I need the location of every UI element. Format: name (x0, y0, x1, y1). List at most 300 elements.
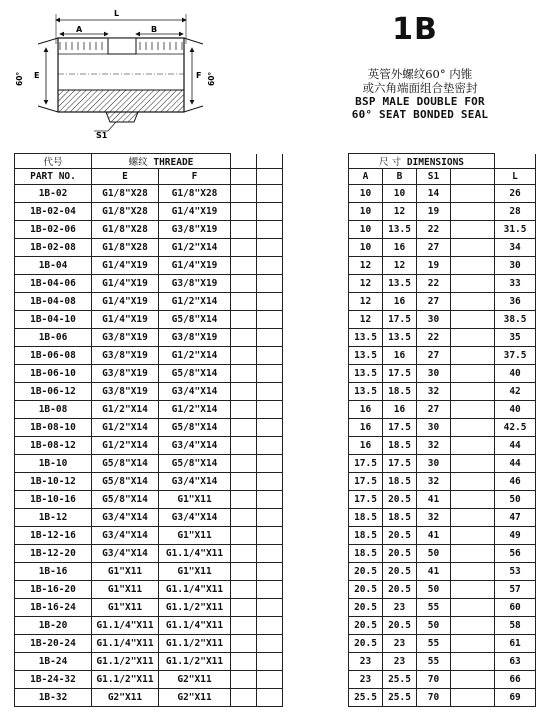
cell-dim-a: 10 (349, 185, 383, 203)
description-cn-line-2: 或六角端面组合垫密封 (362, 81, 478, 95)
cell-dim-s1: 27 (417, 293, 451, 311)
cell-dim-b: 17.5 (383, 419, 417, 437)
table-row (15, 473, 536, 491)
spec-table-body (15, 185, 536, 707)
cell-dim-b: 17.5 (383, 365, 417, 383)
cell-thread-e: G1/8"X28 (92, 221, 159, 239)
cell-dim-l: 37.5 (495, 347, 536, 365)
cell-dim-l: 44 (495, 437, 536, 455)
cell-empty (451, 491, 495, 509)
cell-empty (257, 455, 283, 473)
table-row (15, 401, 536, 419)
cell-thread-e: G1/4"X19 (92, 275, 159, 293)
cell-empty (257, 365, 283, 383)
cell-dim-l: 40 (495, 401, 536, 419)
cell-thread-e: G5/8"X14 (92, 491, 159, 509)
cell-dim-s1: 27 (417, 239, 451, 257)
table-row (15, 599, 536, 617)
cell-empty (257, 383, 283, 401)
cell-empty (231, 293, 257, 311)
cell-part-no: 1B-02-08 (15, 239, 92, 257)
cell-empty (451, 581, 495, 599)
cell-empty (451, 671, 495, 689)
cell-thread-e: G1/2"X14 (92, 437, 159, 455)
cell-dim-s1: 32 (417, 383, 451, 401)
cell-gap (283, 599, 349, 617)
cell-dim-l: 28 (495, 203, 536, 221)
cell-dim-s1: 41 (417, 563, 451, 581)
cell-dim-a: 12 (349, 257, 383, 275)
cell-dim-l: 60 (495, 599, 536, 617)
dim-label-s1: S1 (96, 131, 108, 140)
cell-empty (231, 347, 257, 365)
cell-empty (451, 203, 495, 221)
cell-empty (451, 347, 495, 365)
cell-dim-b: 16 (383, 401, 417, 419)
cell-dim-l: 35 (495, 329, 536, 347)
cell-dim-b: 23 (383, 653, 417, 671)
cell-dim-l: 66 (495, 671, 536, 689)
cell-dim-a: 13.5 (349, 347, 383, 365)
cell-empty (257, 671, 283, 689)
cell-empty (451, 293, 495, 311)
cell-dim-a: 20.5 (349, 599, 383, 617)
cell-dim-s1: 70 (417, 671, 451, 689)
cell-empty (451, 185, 495, 203)
cell-dim-l: 57 (495, 581, 536, 599)
cell-empty (257, 545, 283, 563)
cell-dim-s1: 27 (417, 347, 451, 365)
cell-dim-l: 36 (495, 293, 536, 311)
cell-part-no: 1B-12 (15, 509, 92, 527)
header-col-a: A (349, 169, 383, 185)
cell-dim-b: 20.5 (383, 617, 417, 635)
cell-thread-f: G2"X11 (159, 689, 231, 707)
cell-empty (257, 257, 283, 275)
cell-empty (257, 275, 283, 293)
header-col-b: B (383, 169, 417, 185)
header-col-s1: S1 (417, 169, 451, 185)
cell-part-no: 1B-12-16 (15, 527, 92, 545)
cell-empty (257, 653, 283, 671)
cell-dim-a: 12 (349, 311, 383, 329)
cell-part-no: 1B-08-12 (15, 437, 92, 455)
cell-empty (257, 635, 283, 653)
cell-dim-l: 49 (495, 527, 536, 545)
cell-dim-b: 23 (383, 635, 417, 653)
cell-gap (283, 257, 349, 275)
cell-thread-e: G1"X11 (92, 581, 159, 599)
cell-dim-s1: 32 (417, 473, 451, 491)
cell-dim-s1: 41 (417, 491, 451, 509)
cell-thread-e: G3/4"X14 (92, 509, 159, 527)
spec-table (14, 153, 536, 707)
cell-gap (283, 275, 349, 293)
cell-empty (231, 365, 257, 383)
cell-empty (451, 401, 495, 419)
cell-empty (231, 617, 257, 635)
cell-empty (257, 473, 283, 491)
cell-dim-s1: 22 (417, 329, 451, 347)
cell-dim-s1: 14 (417, 185, 451, 203)
table-row (15, 185, 536, 203)
cell-empty (257, 689, 283, 707)
cell-empty (231, 455, 257, 473)
cell-empty (451, 509, 495, 527)
cell-thread-e: G1/2"X14 (92, 419, 159, 437)
cell-empty (257, 437, 283, 455)
cell-dim-s1: 19 (417, 203, 451, 221)
cell-thread-e: G1/8"X28 (92, 185, 159, 203)
cell-dim-s1: 32 (417, 437, 451, 455)
cell-part-no: 1B-04 (15, 257, 92, 275)
cell-thread-f: G1/4"X19 (159, 203, 231, 221)
cell-dim-s1: 19 (417, 257, 451, 275)
cell-thread-e: G1/4"X19 (92, 257, 159, 275)
table-row (15, 545, 536, 563)
cell-dim-l: 47 (495, 509, 536, 527)
cell-dim-s1: 50 (417, 617, 451, 635)
table-row (15, 383, 536, 401)
cell-part-no: 1B-16 (15, 563, 92, 581)
cell-dim-b: 20.5 (383, 527, 417, 545)
cell-part-no: 1B-10-16 (15, 491, 92, 509)
cell-empty (257, 617, 283, 635)
cell-empty (257, 401, 283, 419)
cell-dim-b: 20.5 (383, 581, 417, 599)
cell-gap (283, 527, 349, 545)
cell-empty (451, 437, 495, 455)
table-row (15, 347, 536, 365)
cell-empty (451, 329, 495, 347)
table-row (15, 257, 536, 275)
header-row-primary (15, 154, 536, 169)
cell-thread-f: G1.1/4"X11 (159, 617, 231, 635)
cell-dim-s1: 55 (417, 653, 451, 671)
table-row (15, 617, 536, 635)
cell-part-no: 1B-04-06 (15, 275, 92, 293)
cell-gap (283, 545, 349, 563)
cell-part-no: 1B-16-24 (15, 599, 92, 617)
cell-dim-l: 40 (495, 365, 536, 383)
cell-gap (283, 671, 349, 689)
cell-empty (257, 329, 283, 347)
model-code: 1B (392, 12, 438, 47)
cell-dim-a: 13.5 (349, 365, 383, 383)
cell-gap (283, 635, 349, 653)
cell-gap (283, 311, 349, 329)
cell-dim-l: 33 (495, 275, 536, 293)
cell-dim-b: 20.5 (383, 545, 417, 563)
table-row (15, 437, 536, 455)
cell-empty (231, 653, 257, 671)
cell-empty (451, 599, 495, 617)
fitting-drawing (8, 4, 223, 140)
cell-gap (283, 455, 349, 473)
cell-dim-s1: 22 (417, 221, 451, 239)
cell-dim-a: 10 (349, 221, 383, 239)
cell-gap (283, 221, 349, 239)
table-row (15, 455, 536, 473)
cell-empty (231, 329, 257, 347)
cell-empty (231, 239, 257, 257)
cell-dim-l: 69 (495, 689, 536, 707)
dim-label-b: B (151, 25, 158, 34)
table-row (15, 653, 536, 671)
cell-empty (231, 545, 257, 563)
cell-part-no: 1B-06-08 (15, 347, 92, 365)
cell-dim-s1: 41 (417, 527, 451, 545)
cell-thread-f: G3/4"X14 (159, 473, 231, 491)
cell-empty (257, 239, 283, 257)
cell-dim-s1: 70 (417, 689, 451, 707)
cell-thread-f: G3/8"X19 (159, 221, 231, 239)
cell-dim-l: 34 (495, 239, 536, 257)
cell-gap (283, 581, 349, 599)
cell-gap (283, 239, 349, 257)
table-row (15, 275, 536, 293)
cell-empty (231, 203, 257, 221)
cell-empty (231, 383, 257, 401)
cell-part-no: 1B-04-08 (15, 293, 92, 311)
cell-dim-a: 17.5 (349, 473, 383, 491)
cell-empty (231, 401, 257, 419)
cell-thread-e: G1"X11 (92, 563, 159, 581)
cell-thread-e: G3/8"X19 (92, 365, 159, 383)
cell-thread-f: G1"X11 (159, 563, 231, 581)
cell-dim-s1: 50 (417, 545, 451, 563)
cell-empty (451, 239, 495, 257)
cell-gap (283, 563, 349, 581)
cell-empty (451, 617, 495, 635)
cell-dim-a: 16 (349, 437, 383, 455)
cell-dim-a: 20.5 (349, 563, 383, 581)
cell-dim-l: 46 (495, 473, 536, 491)
cell-dim-l: 56 (495, 545, 536, 563)
table-row (15, 293, 536, 311)
cell-gap (283, 203, 349, 221)
cell-thread-e: G1/8"X28 (92, 203, 159, 221)
cell-empty (231, 599, 257, 617)
table-row (15, 203, 536, 221)
cell-dim-a: 23 (349, 671, 383, 689)
cell-dim-b: 18.5 (383, 383, 417, 401)
description-en-line-1: BSP MALE DOUBLE FOR (355, 95, 485, 108)
cell-gap (283, 437, 349, 455)
cell-thread-f: G5/8"X14 (159, 455, 231, 473)
cell-empty (257, 347, 283, 365)
cell-part-no: 1B-02-06 (15, 221, 92, 239)
cell-dim-a: 13.5 (349, 383, 383, 401)
cell-dim-l: 42 (495, 383, 536, 401)
cell-thread-f: G5/8"X14 (159, 365, 231, 383)
cell-dim-s1: 30 (417, 455, 451, 473)
cell-empty (257, 293, 283, 311)
cell-gap (283, 329, 349, 347)
cell-dim-b: 16 (383, 239, 417, 257)
cell-dim-b: 13.5 (383, 275, 417, 293)
cell-empty (231, 257, 257, 275)
cell-gap (283, 419, 349, 437)
cell-part-no: 1B-06-10 (15, 365, 92, 383)
title-block (300, 8, 540, 121)
cell-empty (231, 221, 257, 239)
dim-label-f: F (196, 71, 202, 80)
cell-empty (451, 689, 495, 707)
cell-empty (231, 185, 257, 203)
cell-gap (283, 401, 349, 419)
cell-dim-l: 63 (495, 653, 536, 671)
cell-empty (451, 527, 495, 545)
cell-empty (231, 671, 257, 689)
cell-thread-f: G1/2"X14 (159, 239, 231, 257)
cell-dim-s1: 22 (417, 275, 451, 293)
cell-empty (257, 491, 283, 509)
cell-gap (283, 689, 349, 707)
cell-gap (283, 185, 349, 203)
cell-part-no: 1B-12-20 (15, 545, 92, 563)
cell-dim-a: 10 (349, 203, 383, 221)
cell-dim-l: 44 (495, 455, 536, 473)
cell-dim-a: 20.5 (349, 617, 383, 635)
cell-dim-b: 12 (383, 203, 417, 221)
cell-thread-f: G5/8"X14 (159, 419, 231, 437)
cell-dim-l: 53 (495, 563, 536, 581)
cell-dim-b: 20.5 (383, 491, 417, 509)
dim-label-angle-right: 60° (207, 71, 216, 86)
cell-dim-b: 18.5 (383, 437, 417, 455)
cell-dim-a: 16 (349, 401, 383, 419)
cell-thread-f: G1.1/2"X11 (159, 599, 231, 617)
header-col-f: F (159, 169, 231, 185)
header-col-e: E (92, 169, 159, 185)
cell-dim-b: 17.5 (383, 455, 417, 473)
description-en-line-2: 60° SEAT BONDED SEAL (351, 108, 489, 121)
header-part-no-cn: 代号 (15, 154, 92, 169)
cell-empty (257, 185, 283, 203)
cell-dim-a: 10 (349, 239, 383, 257)
table-row (15, 635, 536, 653)
table-row (15, 671, 536, 689)
cell-dim-a: 16 (349, 419, 383, 437)
cell-gap (283, 617, 349, 635)
cell-empty (451, 473, 495, 491)
cell-dim-b: 18.5 (383, 473, 417, 491)
cell-dim-s1: 30 (417, 311, 451, 329)
cell-thread-e: G1.1/4"X11 (92, 617, 159, 635)
table-row (15, 311, 536, 329)
cell-part-no: 1B-02-04 (15, 203, 92, 221)
cell-thread-e: G5/8"X14 (92, 473, 159, 491)
cell-thread-e: G1.1/2"X11 (92, 653, 159, 671)
cell-empty (257, 581, 283, 599)
cell-empty (451, 275, 495, 293)
cell-dim-a: 12 (349, 275, 383, 293)
cell-dim-l: 42.5 (495, 419, 536, 437)
table-row (15, 329, 536, 347)
cell-part-no: 1B-08 (15, 401, 92, 419)
cell-thread-e: G3/4"X14 (92, 545, 159, 563)
cell-dim-a: 13.5 (349, 329, 383, 347)
cell-dim-l: 31.5 (495, 221, 536, 239)
cell-thread-e: G1"X11 (92, 599, 159, 617)
cell-dim-s1: 50 (417, 581, 451, 599)
cell-empty (451, 563, 495, 581)
cell-part-no: 1B-24 (15, 653, 92, 671)
dim-label-e: E (34, 71, 40, 80)
cell-gap (283, 293, 349, 311)
cell-dim-l: 61 (495, 635, 536, 653)
cell-dim-a: 17.5 (349, 491, 383, 509)
cell-dim-b: 16 (383, 347, 417, 365)
cell-dim-a: 17.5 (349, 455, 383, 473)
cell-thread-f: G1"X11 (159, 527, 231, 545)
cell-part-no: 1B-02 (15, 185, 92, 203)
cell-thread-e: G1.1/2"X11 (92, 671, 159, 689)
cell-empty (257, 599, 283, 617)
cell-thread-f: G2"X11 (159, 671, 231, 689)
cell-empty (257, 311, 283, 329)
cell-gap (283, 365, 349, 383)
table-row (15, 581, 536, 599)
cell-thread-f: G1/2"X14 (159, 293, 231, 311)
cell-dim-b: 25.5 (383, 671, 417, 689)
cell-empty (231, 437, 257, 455)
cell-thread-f: G1/8"X28 (159, 185, 231, 203)
cell-thread-f: G3/4"X14 (159, 509, 231, 527)
cell-dim-l: 26 (495, 185, 536, 203)
cell-thread-e: G3/4"X14 (92, 527, 159, 545)
cell-part-no: 1B-06 (15, 329, 92, 347)
header-row-secondary (15, 169, 536, 185)
cell-empty (257, 203, 283, 221)
cell-dim-a: 20.5 (349, 635, 383, 653)
table-row (15, 527, 536, 545)
header-thread: 螺纹 THREADE (92, 154, 231, 169)
cell-empty (257, 419, 283, 437)
cell-gap (283, 653, 349, 671)
header-part-no-en: PART NO. (15, 169, 92, 185)
cell-empty (451, 383, 495, 401)
header-dimensions: 尺 寸 DIMENSIONS (349, 154, 495, 169)
table-row (15, 221, 536, 239)
cell-empty (451, 311, 495, 329)
cell-empty (231, 419, 257, 437)
cell-gap (283, 347, 349, 365)
cell-thread-f: G3/8"X19 (159, 275, 231, 293)
cell-thread-f: G3/4"X14 (159, 437, 231, 455)
table-row (15, 563, 536, 581)
cell-thread-e: G1/4"X19 (92, 311, 159, 329)
cell-gap (283, 473, 349, 491)
cell-part-no: 1B-16-20 (15, 581, 92, 599)
cell-thread-f: G1/2"X14 (159, 401, 231, 419)
cell-thread-f: G1/4"X19 (159, 257, 231, 275)
header-col-l: L (495, 169, 536, 185)
cell-empty (451, 257, 495, 275)
table-row (15, 491, 536, 509)
cell-dim-l: 50 (495, 491, 536, 509)
cell-dim-b: 23 (383, 599, 417, 617)
cell-thread-f: G3/4"X14 (159, 383, 231, 401)
table-row (15, 365, 536, 383)
cell-thread-f: G1.1/4"X11 (159, 545, 231, 563)
cell-dim-b: 12 (383, 257, 417, 275)
cell-dim-l: 58 (495, 617, 536, 635)
cell-empty (451, 635, 495, 653)
cell-dim-b: 10 (383, 185, 417, 203)
dim-label-angle-left: 60° (15, 71, 24, 86)
